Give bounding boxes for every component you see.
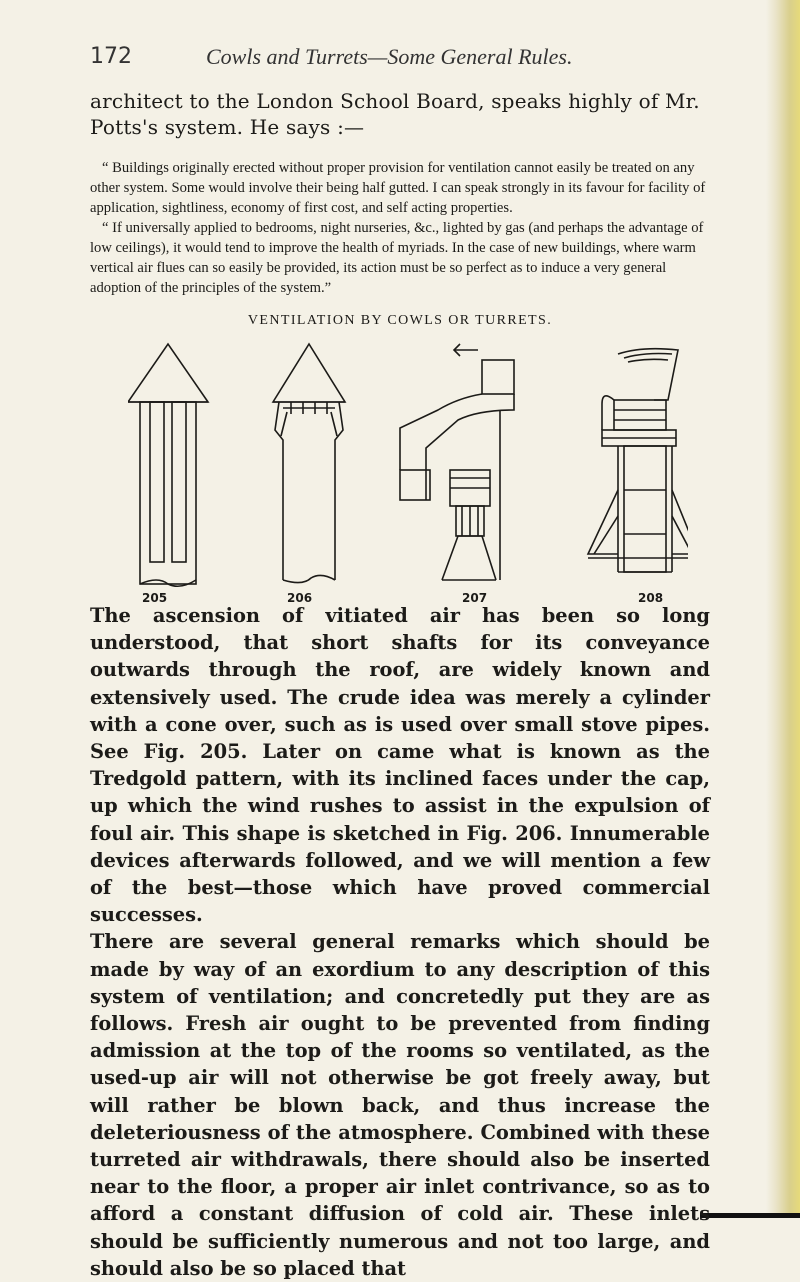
figure-206-label: 206 [287, 591, 313, 602]
body-paragraph-1: The ascension of vitiated air has been so long understood, that short shafts for its conveyance outwards through the roof, are widely known and extensively used. The crude idea was merely a cylinder with a cone over, such as is used over small stove pipes. See Fig. 205. Later on came what is known as the Tredgold pattern, with its inclined faces under the cap, up which the wind rushes to assist in the expulsion of foul air. This shape is sketched in Fig. 206. Innumerable devices afterwards followed, and we will mention a few of the best—those which have proved commercial successes. [90, 604, 710, 927]
page-number: 172 [90, 44, 132, 69]
quote-paragraph-1: “ Buildings originally erected without proper provision for ventilation cannot easily be treated on any other system. Some would involve their being half gutted. I can speak strongly in its favour for facility of application, sightliness, economy of first cost, and self acting properties. [90, 160, 706, 216]
figure-205-cowl [128, 344, 208, 602]
quote-paragraph-2: “ If universally applied to bedrooms, night nurseries, &c., lighted by gas (and perhaps the advantage of low ceilings), it would tend to improve the health of myriads. In the case of new buildings, where warm vertical air flues can so easily be provided, its action must be so perfect as to induce a very general adoption of the principles of the system.” [90, 220, 704, 296]
page-edge [766, 0, 800, 1218]
intro-paragraph: architect to the London School Board, speaks highly of Mr. Potts's system. He says :— [90, 89, 700, 139]
block-quote [90, 158, 710, 298]
body-text [90, 602, 710, 1282]
figure-title: VENTILATION BY COWLS OR TURRETS. [247, 313, 553, 328]
figure-207-label: 207 [462, 591, 488, 602]
body-paragraph-2: There are several general remarks which should be made by way of an exordium to any description of this system of ventilation; and concretedly put they are as follows. Fresh air ought to be prevented from finding admission at the top of the rooms so ventilated, as the used-up air will not otherwise be got freely away, but will rather be blown back, and thus increase the deleteriousness of the atmosphere. Combined with these turreted air withdrawals, there should also be inserted near to the floor, a proper air inlet contrivance, so as to afford a constant diffusion of cold air. These inlets should be sufficiently numerous and not too large, and should also be so placed that [90, 930, 710, 1280]
figure-205-label: 205 [142, 591, 168, 602]
running-title: Cowls and Turrets—Some General Rules. [206, 44, 573, 69]
figure-207-cowl [400, 344, 514, 602]
figure-cowls [128, 340, 688, 602]
bottom-rule [700, 1213, 800, 1218]
figure-208-cowl [588, 349, 688, 602]
figure-206-cowl [273, 344, 345, 602]
figure-208-label: 208 [638, 591, 664, 602]
page-header [90, 44, 700, 84]
